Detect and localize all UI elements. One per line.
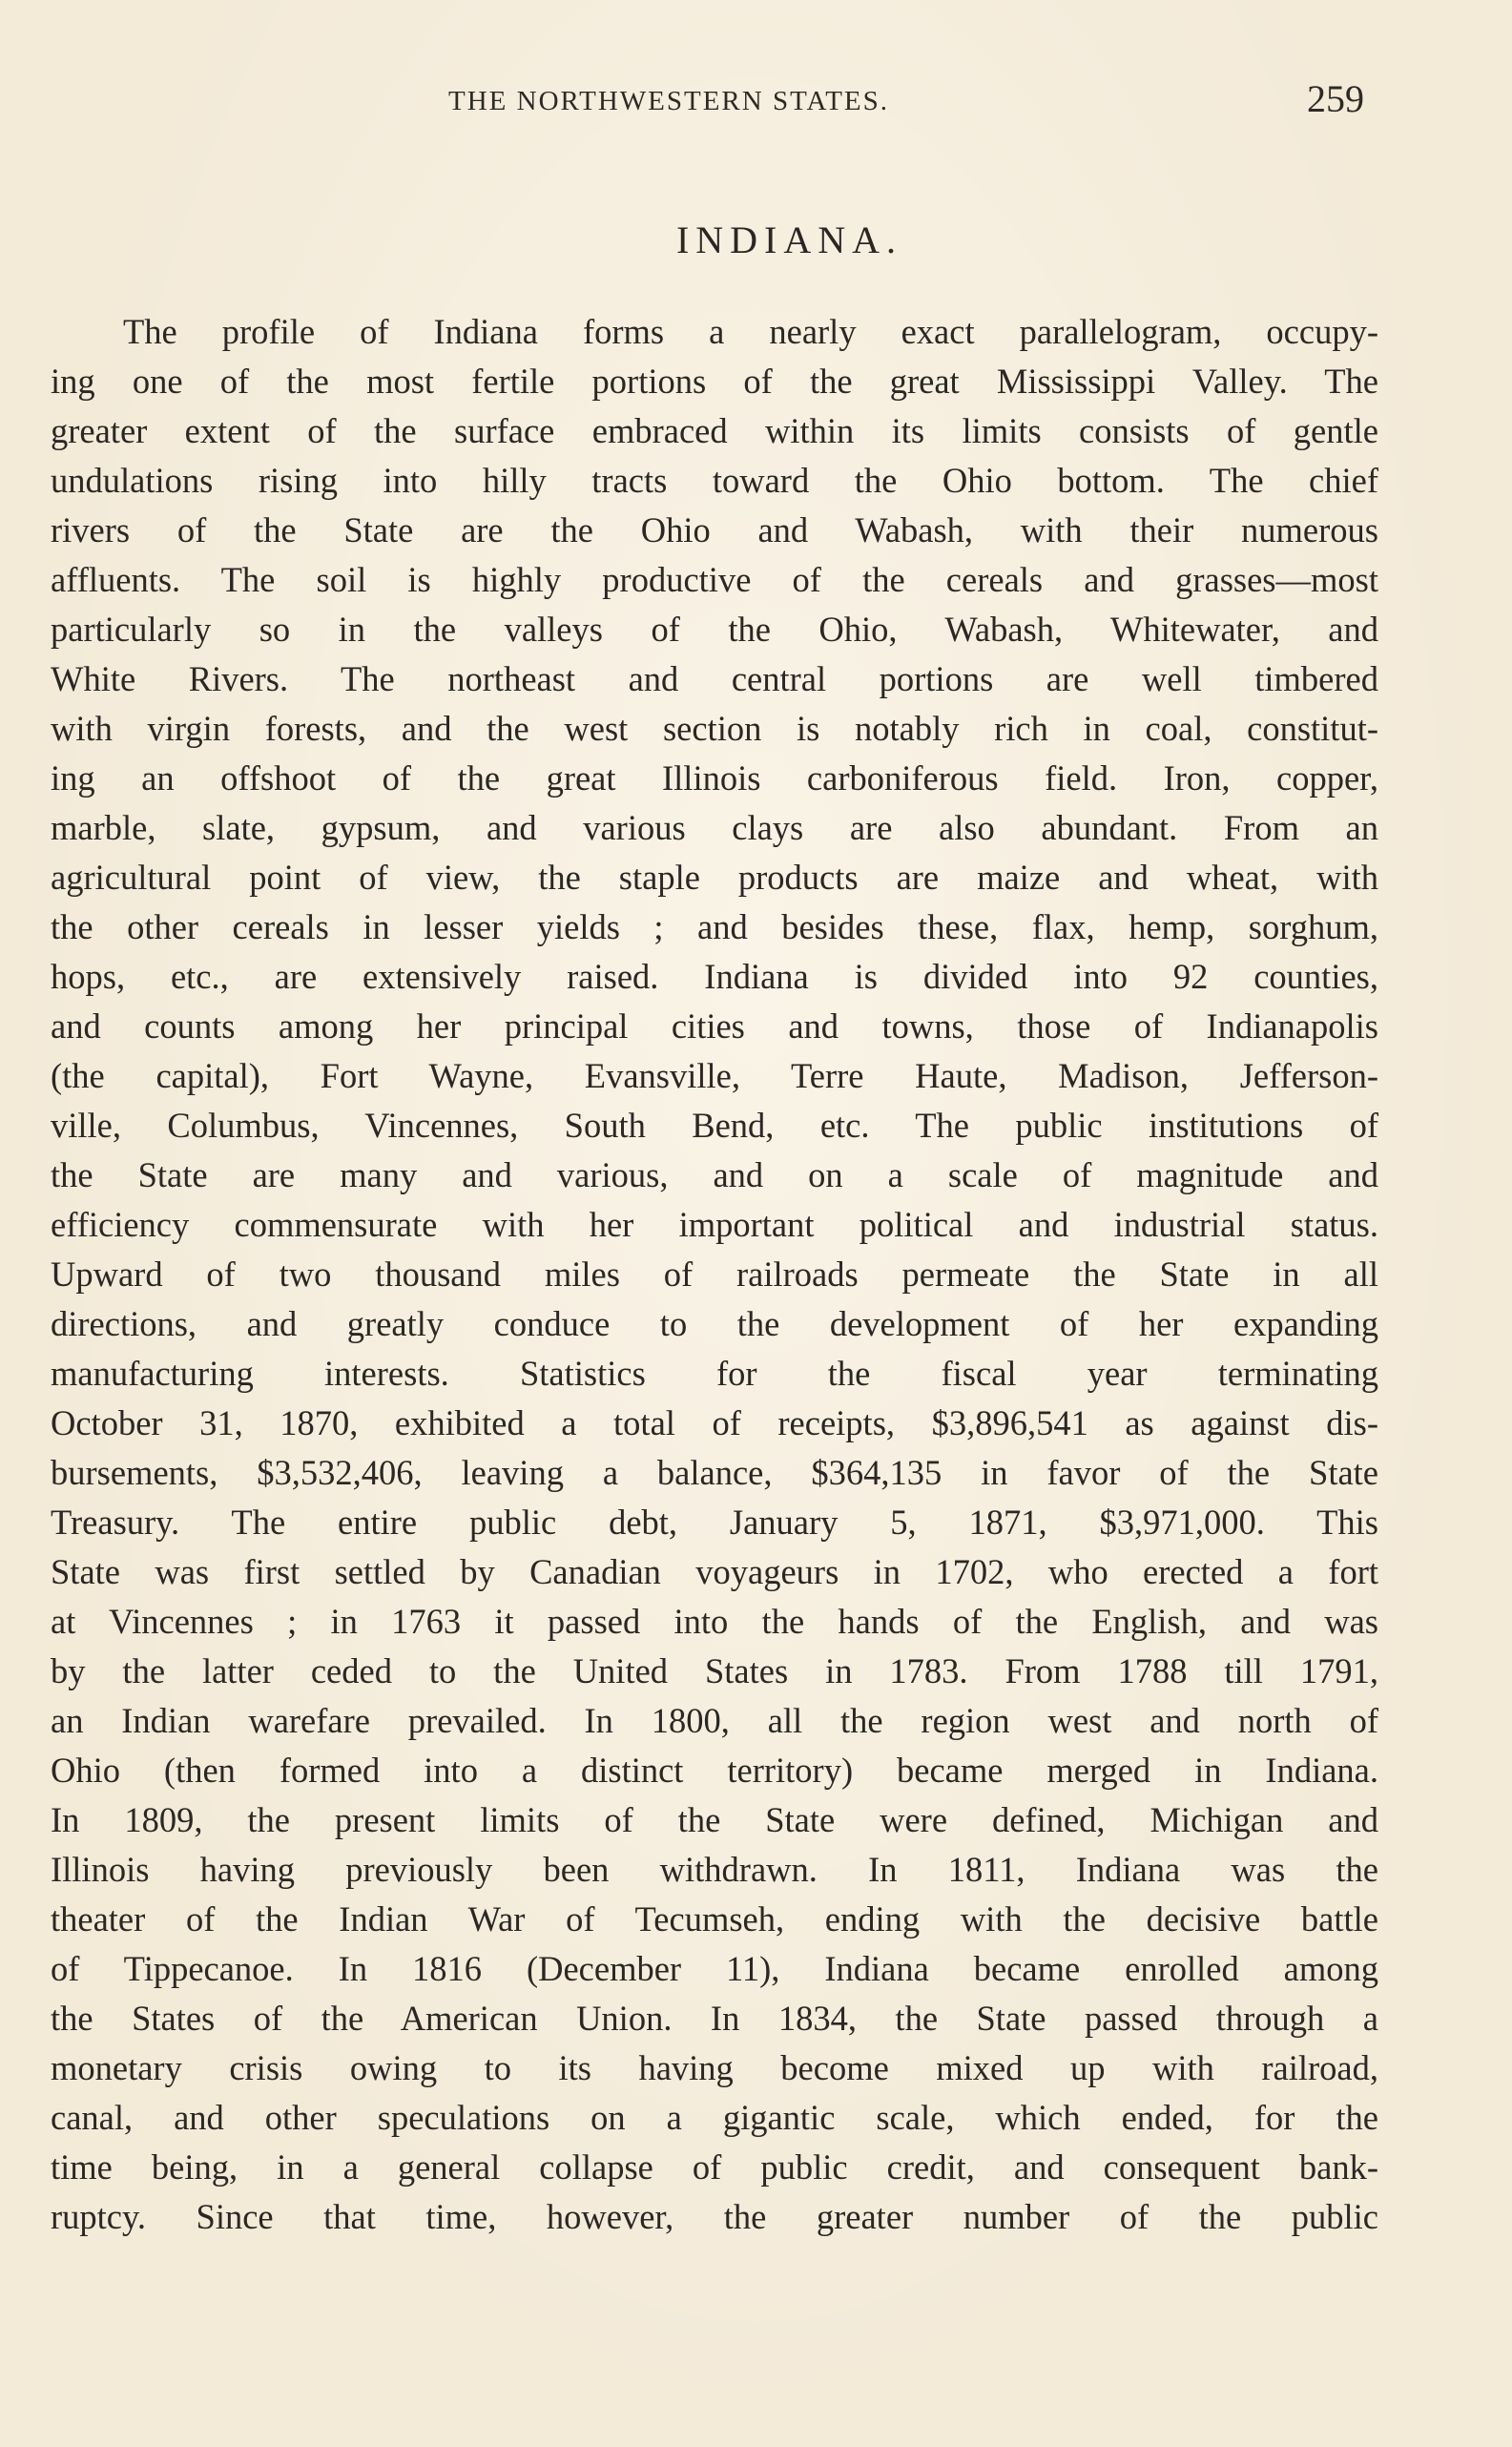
text-line: canal, and other speculations on a gigantic scale, which ended, for the bbox=[51, 2098, 1378, 2137]
body-paragraph bbox=[51, 307, 1378, 2242]
page-number: 259 bbox=[1307, 77, 1364, 120]
text-line: ing one of the most fertile portions of the great Mississippi Valley. The bbox=[51, 362, 1378, 401]
text-line: and counts among her principal cities and towns, those of Indianapolis bbox=[51, 1006, 1378, 1046]
text-line: by the latter ceded to the United States in 1783. From 1788 till 1791, bbox=[51, 1651, 1378, 1690]
text-line: theater of the Indian War of Tecumseh, ending with the decisive battle bbox=[51, 1899, 1378, 1939]
text-line: agricultural point of view, the staple products are maize and wheat, with bbox=[51, 858, 1378, 897]
text-line: White Rivers. The northeast and central portions are well timbered bbox=[51, 659, 1378, 698]
text-line: hops, etc., are extensively raised. Indiana is divided into 92 counties, bbox=[51, 957, 1378, 996]
text-line: In 1809, the present limits of the State were defined, Michigan and bbox=[51, 1800, 1378, 1839]
text-line: undulations rising into hilly tracts toward the Ohio bottom. The chief bbox=[51, 461, 1378, 500]
text-line: (the capital), Fort Wayne, Evansville, Terre Haute, Madison, Jefferson- bbox=[51, 1056, 1378, 1095]
text-line: ing an offshoot of the great Illinois carboniferous field. Iron, copper, bbox=[51, 758, 1378, 798]
text-line: bursements, $3,532,406, leaving a balance, $364,135 in favor of the State bbox=[51, 1453, 1378, 1492]
text-line: with virgin forests, and the west section is notably rich in coal, constitut- bbox=[51, 709, 1378, 748]
text-line: the States of the American Union. In 1834, the State passed through a bbox=[51, 1999, 1378, 2038]
text-line: State was first settled by Canadian voyageurs in 1702, who erected a fort bbox=[51, 1552, 1378, 1591]
text-line: particularly so in the valleys of the Ohio, Wabash, Whitewater, and bbox=[51, 610, 1378, 649]
running-head: THE NORTHWESTERN STATES. bbox=[448, 86, 890, 116]
text-line: time being, in a general collapse of public credit, and consequent bank- bbox=[51, 2147, 1378, 2187]
text-line: Treasury. The entire public debt, January 5, 1871, $3,971,000. This bbox=[51, 1503, 1378, 1542]
text-line: the other cereals in lesser yields ; and besides these, flax, hemp, sorghum, bbox=[51, 907, 1378, 946]
text-line: October 31, 1870, exhibited a total of receipts, $3,896,541 as against dis- bbox=[51, 1403, 1378, 1442]
text-line: greater extent of the surface embraced within its limits consists of gentle bbox=[51, 411, 1378, 450]
text-line: manufacturing interests. Statistics for the fiscal year terminating bbox=[51, 1354, 1378, 1393]
section-title-text: INDIANA. bbox=[675, 218, 903, 261]
text-line: rivers of the State are the Ohio and Wabash, with their numerous bbox=[51, 510, 1378, 550]
text-line: affluents. The soil is highly productive of the cereals and grasses—most bbox=[51, 560, 1378, 599]
text-line: ruptcy. Since that time, however, the greater number of the public bbox=[51, 2197, 1378, 2236]
text-line: Upward of two thousand miles of railroads permeate the State in all bbox=[51, 1255, 1378, 1294]
text-line: The profile of Indiana forms a nearly exact parallelogram, occupy- bbox=[123, 312, 1378, 351]
text-line: Illinois having previously been withdrawn. In 1811, Indiana was the bbox=[51, 1850, 1378, 1889]
text-line: directions, and greatly conduce to the development of her expanding bbox=[51, 1304, 1378, 1343]
text-line: of Tippecanoe. In 1816 (December 11), Indiana became enrolled among bbox=[51, 1949, 1378, 1988]
section-title bbox=[0, 218, 1512, 262]
text-line: at Vincennes ; in 1763 it passed into the hands of the English, and was bbox=[51, 1602, 1378, 1641]
text-line: ville, Columbus, Vincennes, South Bend, etc. The public institutions of bbox=[51, 1106, 1378, 1145]
text-line: an Indian warefare prevailed. In 1800, all the region west and north of bbox=[51, 1701, 1378, 1740]
text-line: the State are many and various, and on a scale of magnitude and bbox=[51, 1155, 1378, 1194]
text-line: marble, slate, gypsum, and various clays are also abundant. From an bbox=[51, 808, 1378, 847]
text-line: monetary crisis owing to its having become mixed up with railroad, bbox=[51, 2048, 1378, 2087]
text-line: Ohio (then formed into a distinct territory) became merged in Indiana. bbox=[51, 1751, 1378, 1790]
text-line: efficiency commensurate with her important political and industrial status. bbox=[51, 1205, 1378, 1244]
